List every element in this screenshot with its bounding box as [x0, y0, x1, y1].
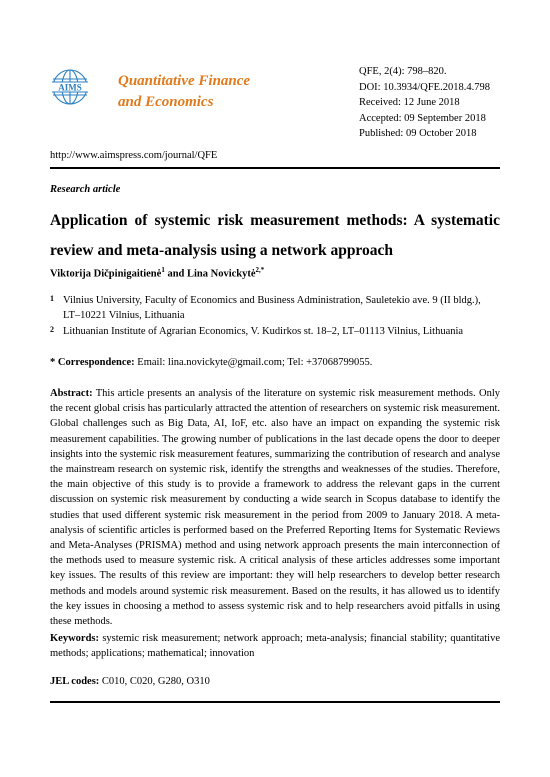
- correspondence-label: Correspondence:: [57, 357, 135, 368]
- correspondence-text: Email: lina.novickyte@gmail.com; Tel: +37068799055.: [134, 357, 373, 368]
- doi: DOI: 10.3934/QFE.2018.4.798: [359, 81, 490, 93]
- author-1: Viktorija Dičpinigaitienė: [50, 268, 162, 280]
- published-date: Published: 09 October 2018: [359, 128, 477, 140]
- journal-name-line1: Quantitative Finance: [118, 73, 251, 89]
- affiliation-text: Lithuanian Institute of Agrarian Economics, V. Kudirkos st. 18–2, LT–01113 Vilnius, Lithuania: [63, 326, 464, 337]
- article-title: Application of systemic risk measurement methods: A systematic review and meta-analysis using a network approach: [50, 212, 500, 259]
- article-type: Research article: [50, 184, 121, 195]
- correspondence: [50, 357, 372, 368]
- affiliation-number: 2: [50, 325, 54, 334]
- journal-url[interactable]: http://www.aimspress.com/journal/QFE: [50, 150, 218, 161]
- received-date: Received: 12 June 2018: [359, 97, 460, 109]
- keywords-text: systemic risk measurement; network approach; meta-analysis; financial stability; quantitative methods; applications; mathematical; innovation: [50, 633, 500, 660]
- accepted-date: Accepted: 09 September 2018: [359, 112, 486, 124]
- author-1-affil: 1: [161, 266, 165, 274]
- citation: QFE, 2(4): 798–820.: [359, 66, 447, 77]
- article-meta: [359, 64, 490, 142]
- abstract: [50, 386, 500, 629]
- abstract-text: This article presents an analysis of the literature on systemic risk measurement methods. Only the recent global crisis has particularly attracted the attention of researchers on systemic risk measurement. Global challenges such as Big Data, AI, IoF, etc. also have an impact on expanding the systemic risk measurement capabilities. The growing number of publications in the last decade opens the door to deeper insights into the systemic risk measurement features, summarizing the contribution of research and analyse the mainstream research on systemic risk, identify the strengths and weaknesses of the studies. Therefore, the main objective of this study is to provide a framework to address the relevant gaps in the current discussion on systemic risk measurement by conducting a wide search in Scopus database to identify the studies that used different systemic risk measurement in the period from 2009 to January 2018. A meta-analysis of scientific articles is performed based on the Preferred Reporting Items for Systematic Reviews and Meta-Analyses (PRISMA) method and using network approach presents the main interconnection of the methods used to measure systemic risk. A critical analysis of these articles addresses some important key issues. The results of this review are important: they will help researchers to develop better research methods and models around systemic risk measurement. Based on the results, it has allowed us to identify the key issues in choosing a method to assess systemic risk and to help researchers avoid pitfalls in using these methods.: [50, 388, 500, 628]
- footer-rule: [50, 701, 500, 703]
- affiliations: [50, 293, 500, 340]
- journal-name: [118, 71, 250, 113]
- jel-codes: [50, 676, 210, 687]
- corresponding-star: *: [260, 266, 265, 274]
- abstract-label: Abstract:: [50, 388, 93, 399]
- journal-name-line2: and Economics: [118, 94, 214, 110]
- author-2-affil: 2,: [255, 266, 261, 274]
- affiliation-number: 1: [50, 294, 54, 303]
- affiliation-2: [50, 324, 500, 339]
- logo-text: AIMS: [58, 82, 82, 93]
- keywords: [50, 631, 500, 661]
- author-conjunction: and: [164, 268, 187, 280]
- author-2: Lina Novickytė: [187, 268, 256, 280]
- jel-text: C010, C020, G280, O310: [99, 676, 210, 687]
- header-rule: [50, 167, 500, 169]
- keywords-label: Keywords:: [50, 633, 99, 644]
- authors: [50, 266, 264, 280]
- jel-label: JEL codes:: [50, 676, 100, 687]
- affiliation-text: Vilnius University, Faculty of Economics and Business Administration, Sauletekio ave. 9 (II bldg.), LT–10221 Vilnius, Lithuania: [63, 295, 481, 321]
- affiliation-1: [50, 293, 500, 323]
- correspondence-star: *: [50, 357, 56, 368]
- journal-logo: [50, 67, 108, 107]
